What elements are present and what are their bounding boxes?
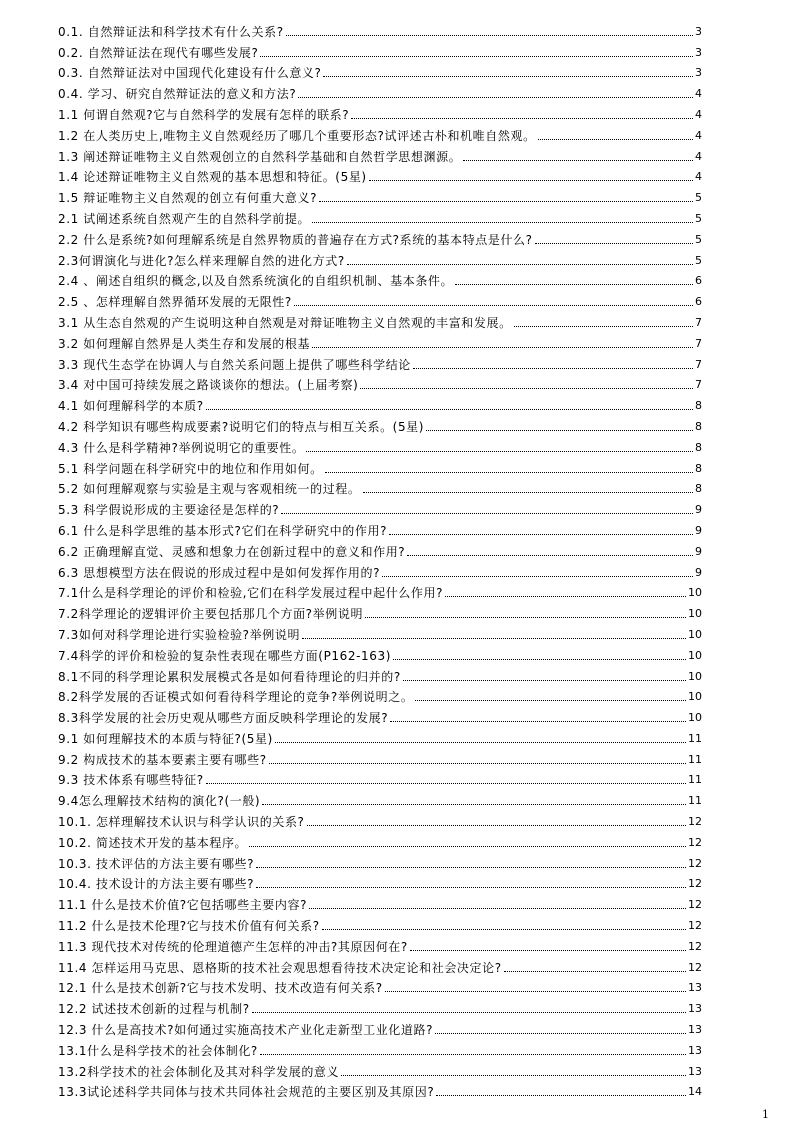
dot-leader: [410, 950, 686, 951]
dot-leader: [262, 804, 686, 805]
dot-leader: [390, 721, 686, 722]
dot-leader: [286, 35, 693, 36]
toc-entry-page: 10: [688, 648, 702, 662]
toc-entry-page: 13: [688, 1002, 702, 1016]
toc-entry-title: 12.1 什么是技术创新?它与技术发明、技术改造有何关系?: [58, 981, 383, 996]
dot-leader: [351, 118, 693, 119]
toc-entry-title: 4.1 如何理解科学的本质?: [58, 399, 204, 414]
dot-leader: [504, 971, 686, 972]
toc-entry[interactable]: [58, 538, 702, 559]
toc-entry-page: 14: [688, 1085, 702, 1099]
toc-entry[interactable]: [58, 392, 702, 413]
dot-leader: [347, 264, 693, 265]
dot-leader: [463, 160, 693, 161]
toc-entry[interactable]: [58, 455, 702, 476]
dot-leader: [325, 472, 693, 473]
toc-entry-page: 12: [688, 877, 702, 891]
toc-entry-page: 4: [695, 87, 702, 101]
toc-entry[interactable]: [58, 1079, 702, 1100]
toc-entry-title: 1.3 阐述辩证唯物主义自然观创立的自然科学基础和自然哲学思想渊源。: [58, 149, 462, 164]
dot-leader: [322, 929, 686, 930]
toc-entry-title: 12.2 试述技术创新的过程与机制?: [58, 1002, 250, 1017]
dot-leader: [445, 596, 686, 597]
dot-leader: [260, 56, 693, 57]
toc-entry-page: 10: [688, 607, 702, 621]
toc-entry-page: 12: [688, 835, 702, 849]
toc-entry[interactable]: [58, 933, 702, 954]
toc-entry-title: 13.3试论述科学共同体与技术共同体社会规范的主要区别及其原因?: [58, 1085, 435, 1100]
toc-entry[interactable]: [58, 80, 702, 101]
toc-entry[interactable]: [58, 476, 702, 497]
toc-entry-page: 8: [695, 482, 702, 496]
dot-leader: [252, 1012, 686, 1013]
toc-entry[interactable]: [58, 288, 702, 309]
toc-entry-title: 11.2 什么是技术伦理?它与技术价值有何关系?: [58, 919, 320, 934]
dot-leader: [307, 825, 686, 826]
toc-entry[interactable]: [58, 247, 702, 268]
toc-entry-title: 1.1 何谓自然观?它与自然科学的发展有怎样的联系?: [58, 107, 350, 122]
toc-entry-title: 8.1不同的科学理论累积发展模式各是如何看待理论的归并的?: [58, 669, 401, 684]
dot-leader: [275, 742, 686, 743]
toc-entry[interactable]: [58, 850, 702, 871]
toc-entry[interactable]: [58, 912, 702, 933]
toc-entry-page: 3: [695, 66, 702, 80]
dot-leader: [407, 555, 693, 556]
toc-entry[interactable]: [58, 1058, 702, 1079]
toc-entry-title: 1.4 论述辩证唯物主义自然观的基本思想和特征。(5星): [58, 170, 367, 185]
dot-leader: [415, 700, 686, 701]
toc-entry-title: 9.2 构成技术的基本要素主要有哪些?: [58, 752, 267, 767]
toc-entry-page: 5: [695, 211, 702, 225]
toc-entry-page: 4: [695, 149, 702, 163]
toc-entry-title: 3.3 现代生态学在协调人与自然关系问题上提供了哪些科学结论: [58, 357, 411, 372]
toc-entry-page: 13: [688, 1043, 702, 1057]
dot-leader: [455, 284, 693, 285]
toc-entry[interactable]: [58, 18, 702, 39]
dot-leader: [256, 867, 686, 868]
toc-entry-page: 8: [695, 399, 702, 413]
toc-entry-page: 5: [695, 253, 702, 267]
dot-leader: [435, 1033, 686, 1034]
toc-entry-page: 11: [688, 752, 702, 766]
dot-leader: [389, 534, 693, 535]
dot-leader: [294, 305, 693, 306]
toc-entry-page: 11: [688, 794, 702, 808]
toc-entry-page: 4: [695, 128, 702, 142]
toc-entry[interactable]: [58, 101, 702, 122]
toc-entry-page: 7: [695, 336, 702, 350]
dot-leader: [312, 222, 693, 223]
toc-entry-page: 6: [695, 295, 702, 309]
toc-entry-page: 12: [688, 919, 702, 933]
toc-entry-page: 3: [695, 45, 702, 59]
toc-entry[interactable]: [58, 871, 702, 892]
toc-entry-title: 3.2 如何理解自然界是人类生存和发展的根基: [58, 336, 311, 351]
toc-entry[interactable]: [58, 164, 702, 185]
toc-entry-title: 5.2 如何理解观察与实验是主观与客观相统一的过程。: [58, 482, 361, 497]
dot-leader: [360, 388, 693, 389]
toc-entry-title: 2.1 试阐述系统自然观产生的自然科学前提。: [58, 211, 311, 226]
toc-entry-title: 1.2 在人类历史上,唯物主义自然观经历了哪几个重要形态?试评述古朴和机唯自然观。: [58, 128, 536, 143]
toc-entry-page: 7: [695, 315, 702, 329]
toc-entry-title: 8.3科学发展的社会历史观从哪些方面反映科学理论的发展?: [58, 711, 389, 726]
toc-entry[interactable]: [58, 351, 702, 372]
toc-entry-page: 11: [688, 773, 702, 787]
toc-entry[interactable]: [58, 496, 702, 517]
toc-entry-page: 6: [695, 274, 702, 288]
toc-entry-title: 11.4 怎样运用马克思、恩格斯的技术社会观思想看待技术决定论和社会决定论?: [58, 960, 502, 975]
dot-leader: [413, 368, 693, 369]
toc-entry-page: 12: [688, 815, 702, 829]
toc-entry-page: 8: [695, 419, 702, 433]
toc-entry-page: 5: [695, 232, 702, 246]
dot-leader: [403, 680, 686, 681]
toc-entry-title: 5.1 科学问题在科学研究中的地位和作用如何。: [58, 461, 323, 476]
dot-leader: [319, 201, 693, 202]
toc-entry-title: 6.1 什么是科学思维的基本形式?它们在科学研究中的作用?: [58, 523, 388, 538]
toc-entry-page: 9: [695, 523, 702, 537]
toc-entry[interactable]: [58, 891, 702, 912]
toc-entry-page: 4: [695, 170, 702, 184]
dot-leader: [393, 659, 686, 660]
dot-leader: [298, 97, 693, 98]
toc-entry-title: 7.1什么是科学理论的评价和检验,它们在科学发展过程中起什么作用?: [58, 586, 444, 601]
toc-entry-title: 11.1 什么是技术价值?它包括哪些主要内容?: [58, 898, 308, 913]
toc-entry[interactable]: [58, 559, 702, 580]
dot-leader: [341, 1075, 686, 1076]
toc-entry-title: 0.4. 学习、研究自然辩证法的意义和方法?: [58, 87, 297, 102]
dot-leader: [385, 991, 686, 992]
toc-entry[interactable]: [58, 829, 702, 850]
toc-entry-page: 13: [688, 1064, 702, 1078]
dot-leader: [382, 576, 693, 577]
dot-leader: [363, 492, 693, 493]
toc-entry-page: 4: [695, 107, 702, 121]
toc-entry-title: 10.4. 技术设计的方法主要有哪些?: [58, 877, 255, 892]
toc-entry-title: 10.2. 简述技术开发的基本程序。: [58, 835, 248, 850]
dot-leader: [538, 139, 693, 140]
toc-entry-title: 2.3何谓演化与进化?怎么样来理解自然的进化方式?: [58, 253, 345, 268]
toc-entry-title: 7.2科学理论的逻辑评价主要包括那几个方面?举例说明: [58, 607, 364, 622]
toc-entry-title: 12.3 什么是高技术?如何通过实施高技术产业化走新型工业化道路?: [58, 1023, 434, 1038]
toc-entry[interactable]: [58, 268, 702, 289]
toc-entry[interactable]: [58, 808, 702, 829]
toc-entry-title: 6.2 正确理解直觉、灵感和想象力在创新过程中的意义和作用?: [58, 544, 406, 559]
toc-entry-page: 10: [688, 690, 702, 704]
page-number: 1: [762, 1108, 769, 1121]
toc-entry-title: 3.4 对中国可持续发展之路谈谈你的想法。(上届考察): [58, 378, 359, 393]
dot-leader: [269, 763, 686, 764]
toc-entry-page: 13: [688, 1023, 702, 1037]
toc-entry-page: 11: [688, 731, 702, 745]
toc-entry[interactable]: [58, 746, 702, 767]
toc-entry-title: 0.1. 自然辩证法和科学技术有什么关系?: [58, 24, 284, 39]
dot-leader: [306, 451, 693, 452]
toc-entry-page: 8: [695, 461, 702, 475]
toc-entry[interactable]: [58, 663, 702, 684]
toc-entry-title: 5.3 科学假说形成的主要途径是怎样的?: [58, 503, 280, 518]
toc-entry[interactable]: [58, 205, 702, 226]
toc-entry[interactable]: [58, 1037, 702, 1058]
toc-entry-page: 3: [695, 24, 702, 38]
dot-leader: [281, 513, 693, 514]
toc-entry-title: 10.3. 技术评估的方法主要有哪些?: [58, 856, 255, 871]
toc-entry-title: 6.3 思想模型方法在假说的形成过程中是如何发挥作用的?: [58, 565, 381, 580]
dot-leader: [312, 347, 693, 348]
toc-entry-page: 9: [695, 503, 702, 517]
toc-entry[interactable]: [58, 413, 702, 434]
toc-entry[interactable]: [58, 621, 702, 642]
toc-entry-title: 9.4怎么理解技术结构的演化?(一般): [58, 794, 261, 809]
toc-entry-title: 3.1 从生态自然观的产生说明这种自然观是对辩证唯物主义自然观的丰富和发展。: [58, 315, 512, 330]
toc-entry-page: 10: [688, 711, 702, 725]
toc-entry[interactable]: [58, 122, 702, 143]
toc-entry-title: 0.3. 自然辩证法对中国现代化建设有什么意义?: [58, 66, 322, 81]
toc-entry-page: 9: [695, 544, 702, 558]
toc-entry-title: 7.4科学的评价和检验的复杂性表现在哪些方面(P162-163): [58, 648, 392, 663]
toc-entry[interactable]: [58, 704, 702, 725]
toc-entry[interactable]: [58, 372, 702, 393]
toc-entry-title: 7.3如何对科学理论进行实验检验?举例说明: [58, 627, 301, 642]
toc-entry[interactable]: [58, 725, 702, 746]
toc-entry-title: 2.2 什么是系统?如何理解系统是自然界物质的普遍存在方式?系统的基本特点是什么?: [58, 232, 533, 247]
toc-entry-title: 9.3 技术体系有哪些特征?: [58, 773, 204, 788]
toc-entry-page: 9: [695, 565, 702, 579]
toc-entry-title: 11.3 现代技术对传统的伦理道德产生怎样的冲击?其原因何在?: [58, 939, 408, 954]
dot-leader: [323, 76, 693, 77]
toc-entry[interactable]: [58, 309, 702, 330]
toc-entry-page: 7: [695, 378, 702, 392]
toc-entry[interactable]: [58, 226, 702, 247]
dot-leader: [206, 409, 693, 410]
toc-entry-title: 13.1什么是科学技术的社会体制化?: [58, 1043, 258, 1058]
toc-entry[interactable]: [58, 39, 702, 60]
dot-leader: [535, 243, 693, 244]
toc-entry[interactable]: [58, 330, 702, 351]
toc-entry[interactable]: [58, 517, 702, 538]
toc-entry-title: 2.5 、怎样理解自然界循环发展的无限性?: [58, 295, 292, 310]
toc-entry-page: 12: [688, 939, 702, 953]
dot-leader: [302, 638, 686, 639]
toc-entry-page: 10: [688, 586, 702, 600]
toc-entry[interactable]: [58, 600, 702, 621]
toc-entry-page: 10: [688, 627, 702, 641]
toc-entry-page: 10: [688, 669, 702, 683]
toc-entry[interactable]: [58, 642, 702, 663]
toc-entry[interactable]: [58, 143, 702, 164]
toc-entry-title: 0.2. 自然辩证法在现代有哪些发展?: [58, 45, 259, 60]
dot-leader: [206, 783, 686, 784]
toc-entry-title: 8.2科学发展的否证模式如何看待科学理论的竞争?举例说明之。: [58, 690, 414, 705]
toc-entry-title: 10.1. 怎样理解技术认识与科学认识的关系?: [58, 815, 305, 830]
toc-entry[interactable]: [58, 954, 702, 975]
dot-leader: [260, 1054, 686, 1055]
toc-entry-title: 9.1 如何理解技术的本质与特征?(5星): [58, 731, 273, 746]
dot-leader: [426, 430, 693, 431]
toc-entry-title: 2.4 、阐述自组织的概念,以及自然系统演化的自组织机制、基本条件。: [58, 274, 454, 289]
toc-entry[interactable]: [58, 434, 702, 455]
dot-leader: [249, 846, 686, 847]
toc-entry-title: 13.2科学技术的社会体制化及其对科学发展的意义: [58, 1064, 340, 1079]
toc-entry-page: 8: [695, 440, 702, 454]
toc-entry-title: 1.5 辩证唯物主义自然观的创立有何重大意义?: [58, 191, 318, 206]
toc-entry[interactable]: [58, 684, 702, 705]
dot-leader: [369, 180, 693, 181]
toc-entry[interactable]: [58, 184, 702, 205]
toc-entry-page: 7: [695, 357, 702, 371]
toc-entry[interactable]: [58, 975, 702, 996]
dot-leader: [514, 326, 693, 327]
dot-leader: [436, 1095, 686, 1096]
toc-entry-page: 12: [688, 856, 702, 870]
dot-leader: [365, 617, 686, 618]
toc-entry[interactable]: [58, 1016, 702, 1037]
dot-leader: [256, 887, 686, 888]
toc-entry[interactable]: [58, 767, 702, 788]
toc-entry-title: 4.2 科学知识有哪些构成要素?说明它们的特点与相互关系。(5星): [58, 419, 425, 434]
toc-entry-page: 12: [688, 898, 702, 912]
toc-entry[interactable]: [58, 995, 702, 1016]
toc-entry-page: 12: [688, 960, 702, 974]
toc-entry[interactable]: [58, 60, 702, 81]
toc-entry[interactable]: [58, 580, 702, 601]
toc-entry-page: 13: [688, 981, 702, 995]
toc-entry-title: 4.3 什么是科学精神?举例说明它的重要性。: [58, 440, 305, 455]
toc-entry-page: 5: [695, 191, 702, 205]
toc-entry[interactable]: [58, 787, 702, 808]
dot-leader: [309, 908, 686, 909]
table-of-contents: [58, 18, 702, 1099]
